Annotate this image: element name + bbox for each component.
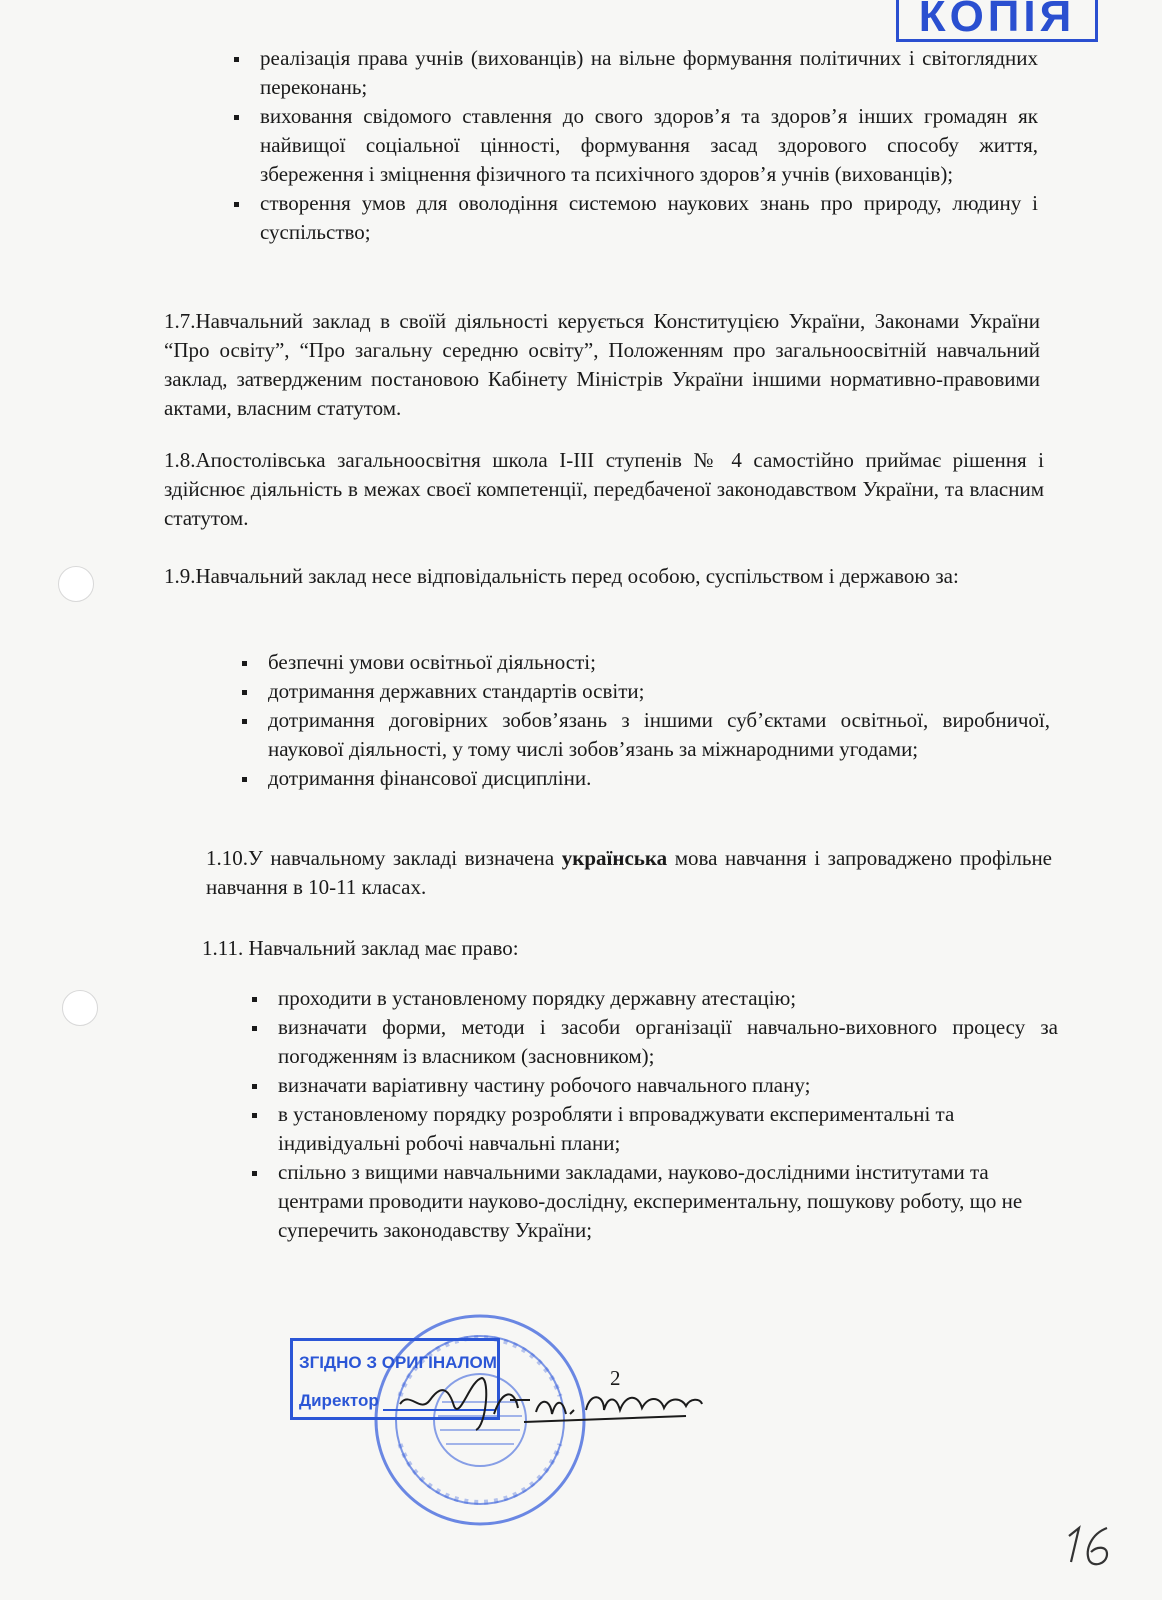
list-item: реалізація права учнів (вихованців) на вільне формування політичних і світоглядних переконань; [260, 46, 1038, 99]
list-item: безпечні умови освітньої діяльності; [268, 650, 596, 674]
rights-list [246, 984, 1058, 1245]
list-item: дотримання державних стандартів освіти; [268, 679, 645, 703]
paragraph-1-11: 1.11. Навчальний заклад має право: [202, 936, 519, 960]
punch-hole [58, 566, 94, 602]
list-item: визначати форми, методи і засоби організації навчально-виховного процесу за погодженням із власником (засновником); [278, 1015, 1058, 1068]
list-item: спільно з вищими навчальними закладами, науково-дослідними інститутами та центрами проводити науково-дослідну, експериментальну, пошукову роботу, що не суперечить законодавству України; [278, 1160, 1023, 1242]
certified-copy-stamp: ЗГІДНО З ОРИГІНАЛОМ Директор [290, 1338, 500, 1420]
list-item: проходити в установленому порядку державну атестацію; [278, 986, 797, 1010]
language-highlight: українська [561, 846, 668, 870]
page-number: 2 [610, 1366, 621, 1390]
paragraph-1-10: 1.10.У навчальному закладі визначена українська мова навчання і запроваджено профільне навчання в 10-11 класах. [206, 846, 1052, 899]
punch-hole [62, 990, 98, 1026]
director-signature-icon [390, 1370, 710, 1440]
list-item: створення умов для оволодіння системою наукових знань про природу, людину і суспільство; [260, 191, 1038, 244]
list-item: дотримання фінансової дисципліни. [268, 766, 592, 790]
list-item: виховання свідомого ставлення до свого здоров’я та здоров’я інших громадян як найвищої соціальної цінності, формування засад здорового способу життя, збереження і зміцнення фізичного та психічного здоров’я учнів (вихованців); [260, 104, 1038, 186]
paragraph-1-8: 1.8.Апостолівська загальноосвітня школа І-ІІІ ступенів № 4 самостійно приймає рішення і здійснює діяльність в межах своєї компетенції, передбаченої законодавством України, та власним статутом. [164, 448, 1044, 530]
paragraph-1-7: 1.7.Навчальний заклад в своїй діяльності керується Конституцією України, Законами України “Про освіту”, “Про загальну середню освіту”, Положенням про загальноосвітній навчальний заклад, затвердженим постановою Кабінету Міністрів України іншими нормативно-правовими актами, власним статутом. [164, 309, 1040, 420]
list-item: дотримання договірних зобов’язань з іншими суб’єктами освітньої, виробничої, наукової діяльності, у тому числі зобов’язань за міжнародними угодами; [268, 708, 1050, 761]
responsibility-list [236, 648, 1050, 793]
sheet-number-icon [1055, 1520, 1135, 1570]
paragraph-1-9: 1.9.Навчальний заклад несе відповідальність перед особою, суспільством і державою за: [164, 564, 959, 588]
top-bullet-list [228, 44, 1038, 247]
list-item: визначати варіативну частину робочого навчального плану; [278, 1073, 811, 1097]
list-item: в установленому порядку розробляти і впроваджувати експериментальні та індивідуальні робочі навчальні плани; [278, 1102, 955, 1155]
copy-stamp: КОПІЯ [896, 0, 1098, 42]
